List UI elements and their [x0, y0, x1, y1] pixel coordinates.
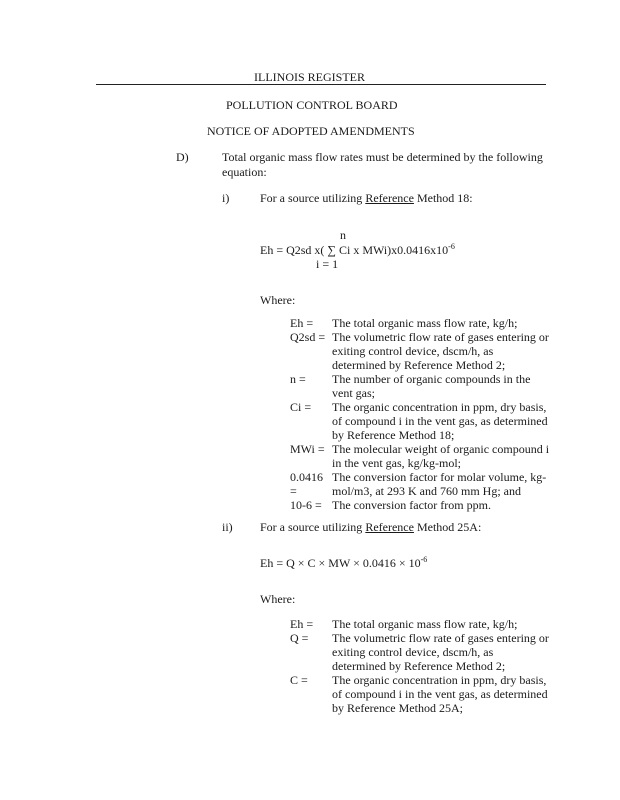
definition-term: C = — [290, 673, 308, 687]
definition-row — [290, 617, 550, 631]
definition-term: Q2sd = — [290, 330, 326, 344]
definition-term: n = — [290, 372, 306, 386]
item-i-text-pre: For a source utilizing — [260, 191, 366, 205]
definition-desc: The total organic mass flow rate, kg/h; — [332, 316, 518, 330]
equation-2-main: Eh = Q × C × MW × 0.0416 × 10 — [260, 556, 421, 570]
section-d-line2: equation: — [222, 165, 267, 179]
definition-desc: The conversion factor for molar volume, kg-mol/m3, at 293 K and 760 mm Hg; and — [332, 470, 547, 498]
definition-term: Ci = — [290, 400, 312, 414]
definition-desc: The organic concentration in ppm, dry basis, of compound i in the vent gas, as determined by Reference Method 18; — [332, 400, 548, 442]
definition-row — [290, 631, 550, 673]
definition-term: Q = — [290, 631, 309, 645]
definition-desc: The organic concentration in ppm, dry basis, of compound i in the vent gas, as determined by Reference Method 25A; — [332, 673, 548, 715]
item-i-text-post: Method 18: — [413, 191, 473, 205]
definition-desc: The volumetric flow rate of gases entering or exiting control device, dscm/h, as determined by Reference Method 2; — [332, 631, 549, 673]
item-ii-text-pre: For a source utilizing — [260, 520, 366, 534]
definition-term: Eh = — [290, 316, 314, 330]
item-i-label: i) — [222, 191, 230, 205]
item-i-reference-link: Reference — [365, 191, 414, 205]
header-rule — [96, 84, 546, 85]
equation-1-main: Eh = Q2sd x( ∑ Ci x MWi)x0.0416x10 — [260, 243, 449, 257]
item-ii-definitions — [290, 617, 550, 715]
definition-term: MWi = — [290, 442, 325, 456]
item-ii-where: Where: — [260, 592, 296, 606]
definition-row — [290, 400, 550, 442]
definition-desc: The conversion factor from ppm. — [332, 498, 491, 512]
definition-row — [290, 372, 550, 400]
equation-1-exponent: -6 — [448, 242, 455, 251]
definition-row — [290, 316, 550, 330]
definition-row — [290, 498, 550, 512]
item-ii-text — [260, 520, 481, 534]
equation-1-n: n — [340, 228, 346, 242]
item-ii-text-post: Method 25A: — [413, 520, 482, 534]
item-i-definitions — [290, 316, 550, 512]
definition-term: 10-6 = — [290, 498, 322, 512]
definition-row — [290, 442, 550, 470]
board-title: POLLUTION CONTROL BOARD — [226, 98, 398, 112]
section-d-line1: Total organic mass flow rates must be determined by the following — [222, 150, 543, 164]
definition-desc: The molecular weight of organic compound i in the vent gas, kg/kg-mol; — [332, 442, 550, 470]
definition-term: 0.0416 = — [290, 470, 323, 498]
equation-1-index: i = 1 — [316, 257, 339, 271]
equation-2-exponent: -6 — [420, 555, 428, 564]
equation-2 — [260, 556, 427, 570]
register-title: ILLINOIS REGISTER — [254, 70, 365, 84]
definition-desc: The number of organic compounds in the vent gas; — [332, 372, 531, 400]
section-d-label: D) — [176, 150, 189, 164]
definition-row — [290, 330, 550, 372]
equation-1 — [260, 243, 455, 257]
definition-desc: The volumetric flow rate of gases entering or exiting control device, dscm/h, as determined by Reference Method 2; — [332, 330, 549, 372]
definition-row — [290, 470, 550, 498]
notice-title: NOTICE OF ADOPTED AMENDMENTS — [207, 124, 415, 138]
item-ii-reference-link: Reference — [365, 520, 414, 534]
definition-row — [290, 673, 550, 715]
item-i-text — [260, 191, 473, 205]
item-i-where: Where: — [260, 293, 296, 307]
definition-term: Eh = — [290, 617, 314, 631]
item-ii-label: ii) — [222, 520, 233, 534]
definition-desc: The total organic mass flow rate, kg/h; — [332, 617, 518, 631]
